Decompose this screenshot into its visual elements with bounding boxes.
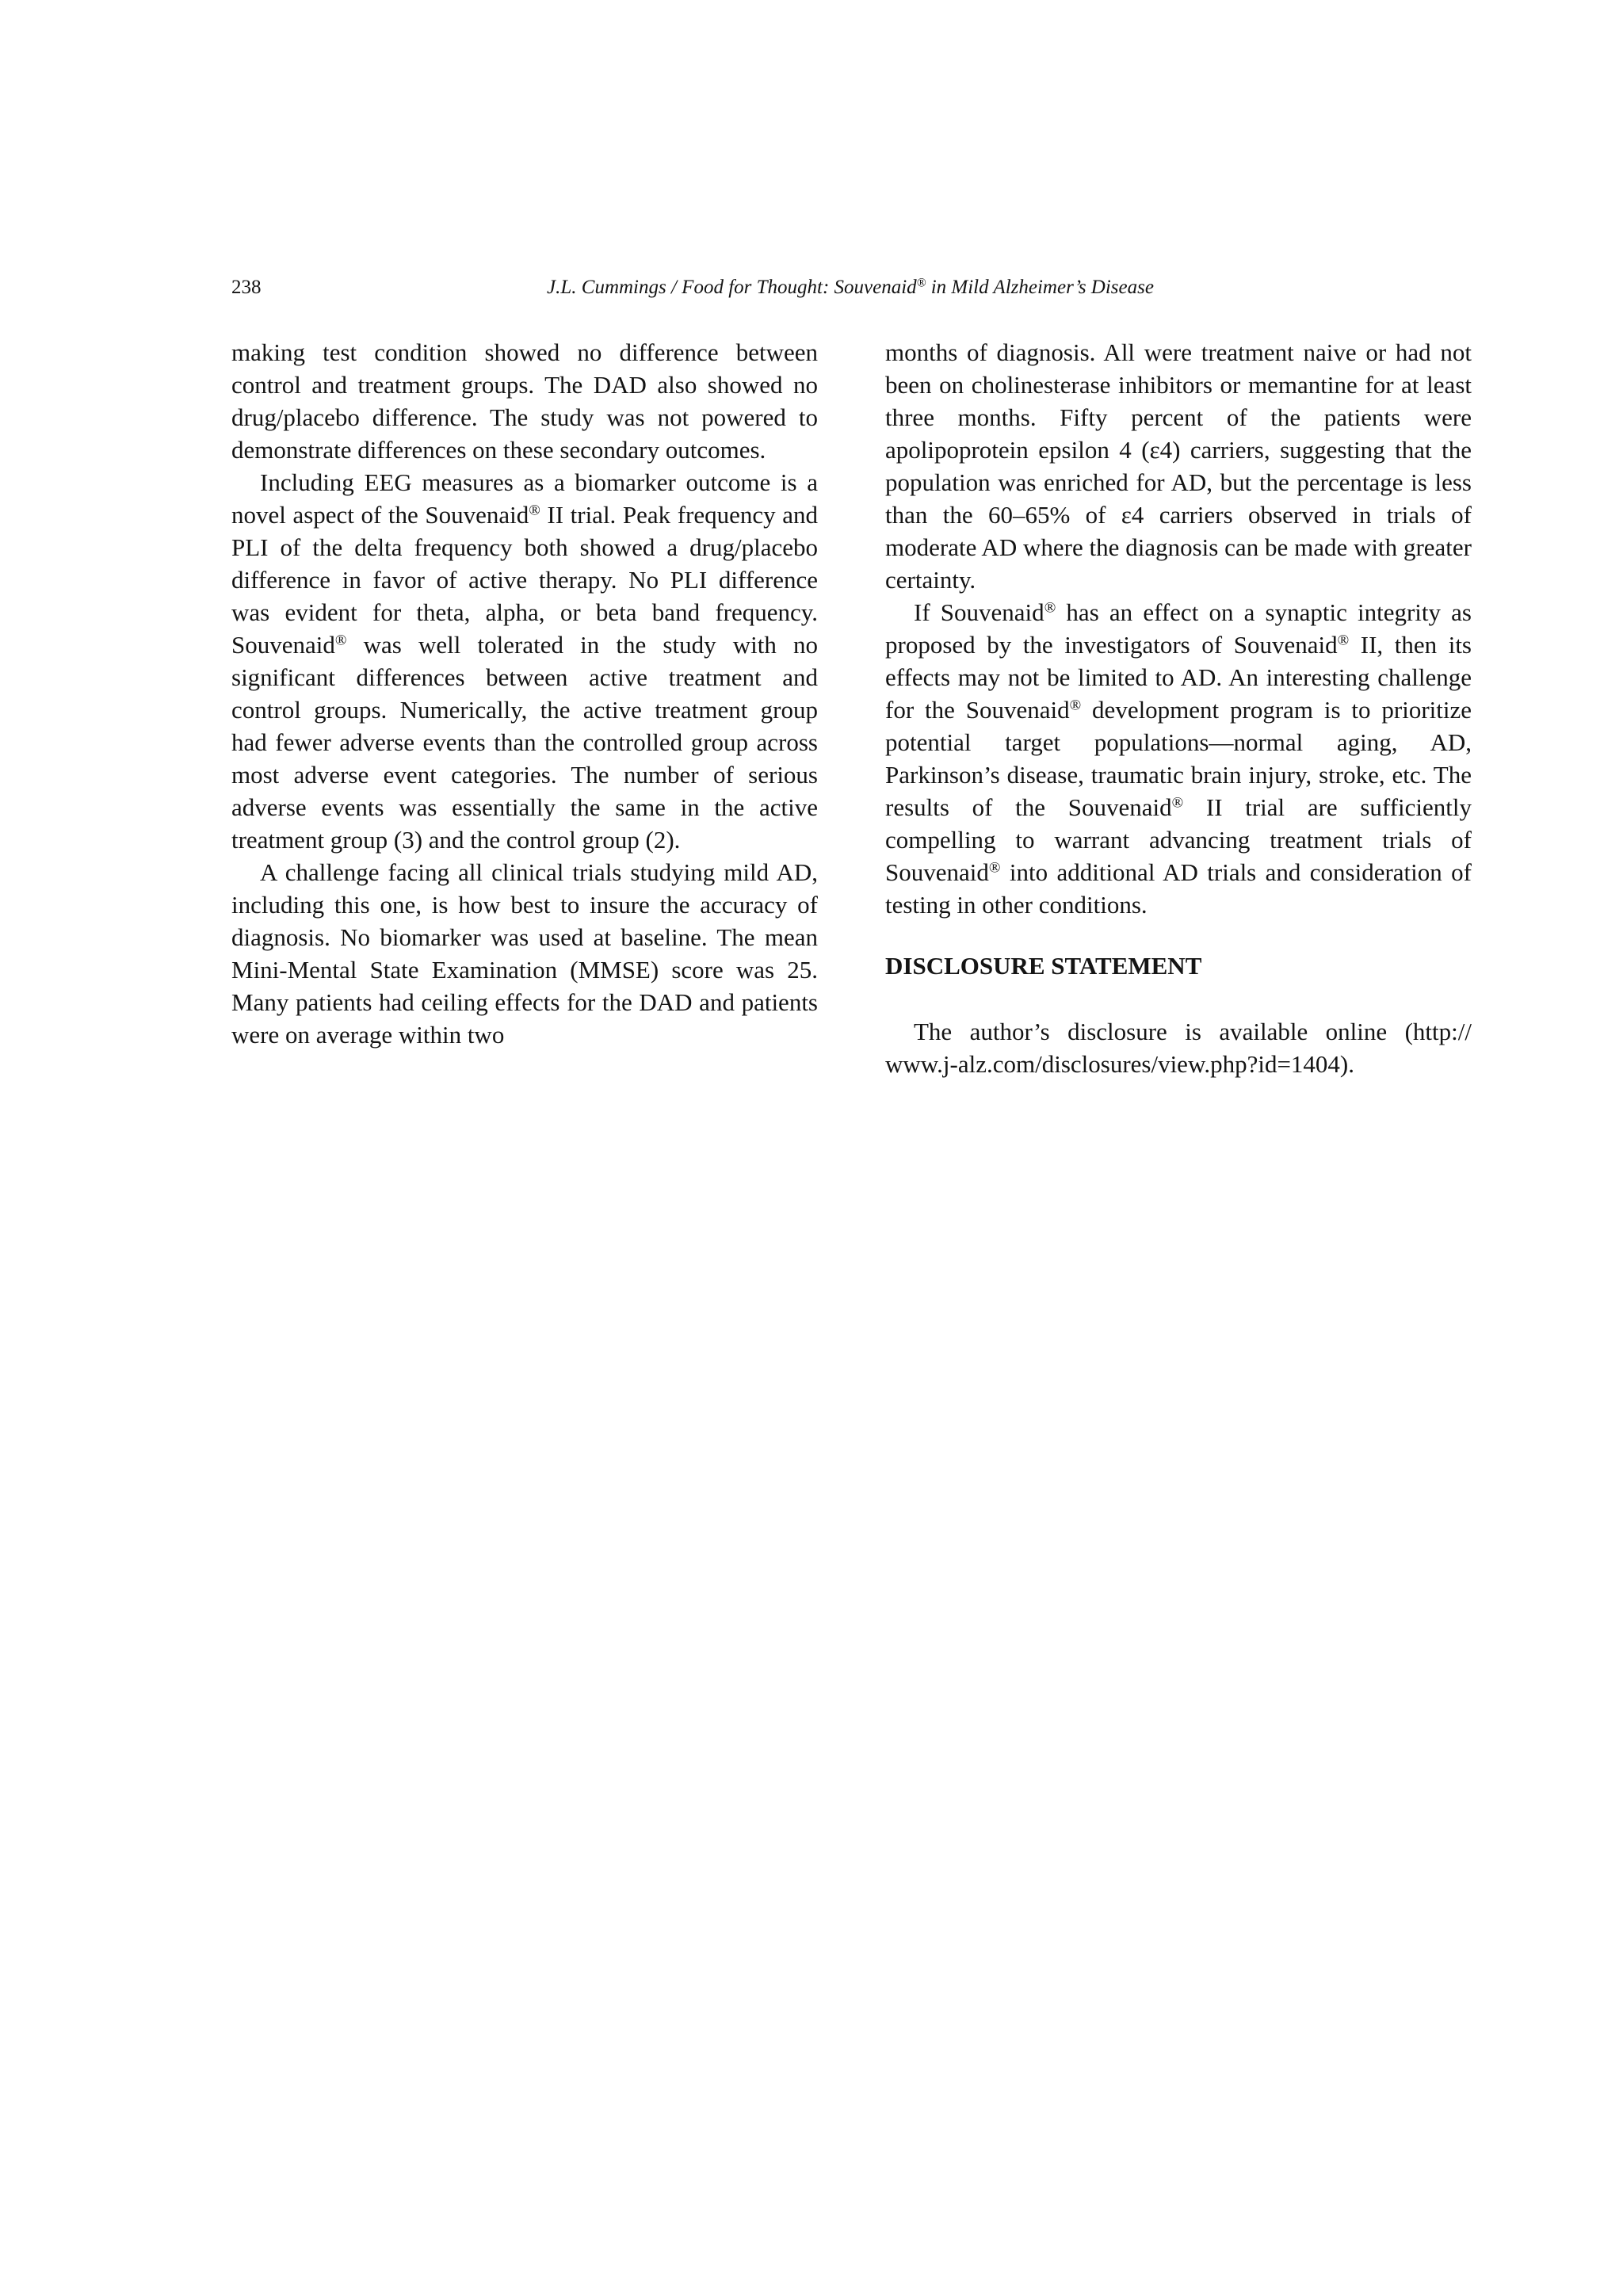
- paragraph: The author’s disclosure is available online (http:// www.j-alz.com/disclosures/view.php?id=1404).: [885, 1018, 1472, 1078]
- paragraph-text: development program is to prioritize potential target populations—normal aging, AD, Parkinson’s disease, traumatic brain injury, stroke, etc. The results of the Souvenaid: [885, 696, 1472, 821]
- paragraph: [231, 466, 818, 856]
- paragraph-text: II trial. Peak frequency and PLI of the delta frequency both showed a drug/placebo difference in favor of active therapy. No PLI difference was evident for theta, alpha, or beta band frequency. Souvenaid: [231, 501, 818, 659]
- paragraph-text: II, then its effects may not be limited to AD. An interesting challenge for the Souvenaid: [885, 631, 1472, 724]
- paragraph: [885, 596, 1472, 921]
- running-head: [231, 272, 1469, 304]
- registered-mark: ®: [334, 632, 347, 649]
- paragraph-text: was well tolerated in the study with no significant differences between active treatment and control groups. Numerically, the active treatment group had fewer adverse events than the controlled group across most adverse event categories. The number of serious adverse events was essentially the same in the active treatment group (3) and the control group (2).: [231, 631, 818, 854]
- paragraph: making test condition showed no difference between control and treatment groups. The DAD also showed no drug/placebo difference. The study was not powered to demonstrate differences on these secondary outcomes.: [231, 338, 818, 464]
- page-number: 238: [231, 277, 262, 298]
- right-column: [885, 336, 1472, 1080]
- paragraph-text: If Souvenaid: [914, 598, 1044, 626]
- registered-mark: ®: [988, 859, 1001, 877]
- running-title-text: in Mild Alzheimer’s Disease: [926, 277, 1154, 298]
- paragraph: A challenge facing all clinical trials studying mild AD, including this one, is how best to insure the accuracy of diagnosis. No biomarker was used at baseline. The mean Mini-Mental State Examination (MMSE) score was 25. Many patients had ceiling effects for the DAD and patients were on average within two: [231, 858, 818, 1049]
- registered-mark: ®: [529, 502, 540, 519]
- running-title: [231, 272, 1469, 304]
- paragraph-text: into additional AD trials and consideration of testing in other conditions.: [885, 858, 1472, 919]
- paragraph-text: II trial are sufficiently compelling to warrant advancing treatment trials of Souvenaid: [885, 793, 1472, 886]
- registered-mark: ®: [1069, 697, 1082, 714]
- registered-mark: ®: [1044, 599, 1056, 617]
- paragraph-text: Including EEG measures as a biomarker outcome is a novel aspect of the Souvenaid: [231, 468, 818, 529]
- paragraph-text: has an effect on a synaptic integrity as proposed by the investigators of Souvenaid: [885, 598, 1472, 659]
- running-title-text: J.L. Cummings / Food for Thought: Souvenaid: [547, 277, 917, 298]
- registered-mark: ®: [916, 276, 926, 290]
- section-heading: DISCLOSURE STATEMENT: [885, 952, 1202, 980]
- paragraph: months of diagnosis. All were treatment naive or had not been on cholinesterase inhibitors or memantine for at least three months. Fifty percent of the patients were apolipoprotein epsilon 4 (ε4) carriers, suggesting that the population was enriched for AD, but the percentage is less than the 60–65% of ε4 carriers observed in trials of moderate AD where the diagnosis can be made with greater certainty.: [885, 338, 1472, 594]
- registered-mark: ®: [1171, 794, 1184, 812]
- registered-mark: ®: [1337, 632, 1350, 649]
- left-column: [231, 336, 818, 1051]
